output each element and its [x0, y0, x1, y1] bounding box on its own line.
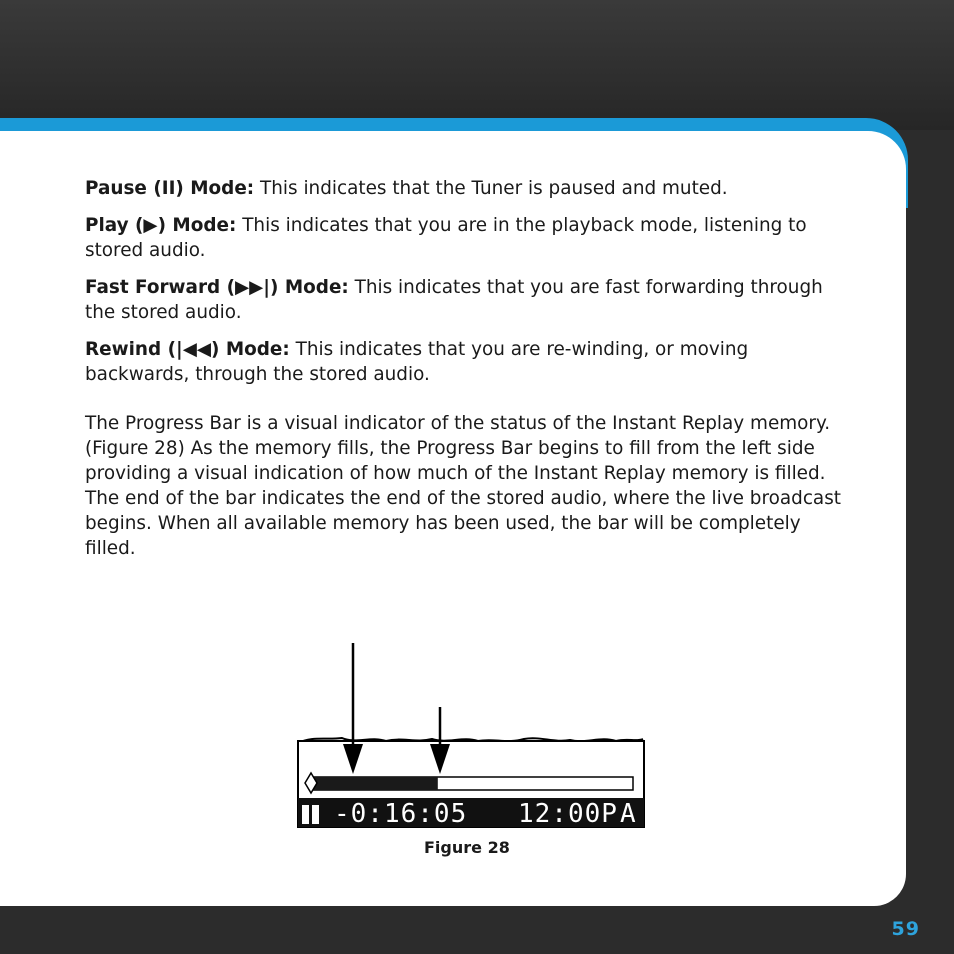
pause-mode-suffix: Mode: [183, 178, 255, 199]
rewind-icon: (|◀◀) [167, 339, 220, 360]
rewind-mode-suffix: Mode: [219, 339, 290, 360]
page-number: 59 [891, 918, 920, 940]
progress-bar-paragraph: The Progress Bar is a visual indicator of the status of the Instant Replay memory. (Figure 28) As the memory fills, the Progress Bar begins to fill from the left side providing a visual indication of how much of the Instant Replay memory is filled. The end of the bar indicates the end of the stored audio, where the live broadcast begins. When all available memory has been used, the bar will be completely filled. [85, 413, 841, 559]
pause-mode-text: This indicates that the Tuner is paused and muted. [254, 178, 728, 199]
play-mode-description [85, 213, 855, 263]
fast-forward-mode-label: Fast Forward [85, 277, 221, 298]
play-icon: (▶) [135, 215, 166, 236]
figure-28-illustration [292, 640, 652, 860]
pause-icon [302, 805, 309, 824]
fast-forward-icon: (▶▶|) [226, 277, 279, 298]
pause-icon: (II) [153, 178, 184, 199]
rewind-mode-label: Rewind [85, 339, 162, 360]
progress-fill [313, 777, 438, 790]
lcd-clock-text: 12:00P [518, 799, 618, 829]
play-mode-suffix: Mode: [166, 215, 237, 236]
play-mode-text: This indicates that you are in the playback mode, listening to stored audio. [85, 215, 807, 261]
fast-forward-mode-suffix: Mode: [278, 277, 349, 298]
lcd-time-text: -0:16:05 [334, 799, 468, 829]
rewind-mode-text: This indicates that you are re-winding, or moving backwards, through the stored audio. [85, 339, 749, 385]
pause-mode-label: Pause [85, 178, 147, 199]
fast-forward-mode-description [85, 275, 855, 325]
header-band [0, 0, 954, 130]
play-mode-label: Play [85, 215, 129, 236]
rewind-mode-description [85, 337, 855, 387]
figure-caption: Figure 28 [424, 838, 510, 857]
lcd-suffix-text: A [620, 799, 636, 829]
pause-mode-description [85, 176, 855, 201]
fast-forward-mode-text: This indicates that you are fast forwarding through the stored audio. [85, 277, 823, 323]
pause-icon [312, 805, 319, 824]
